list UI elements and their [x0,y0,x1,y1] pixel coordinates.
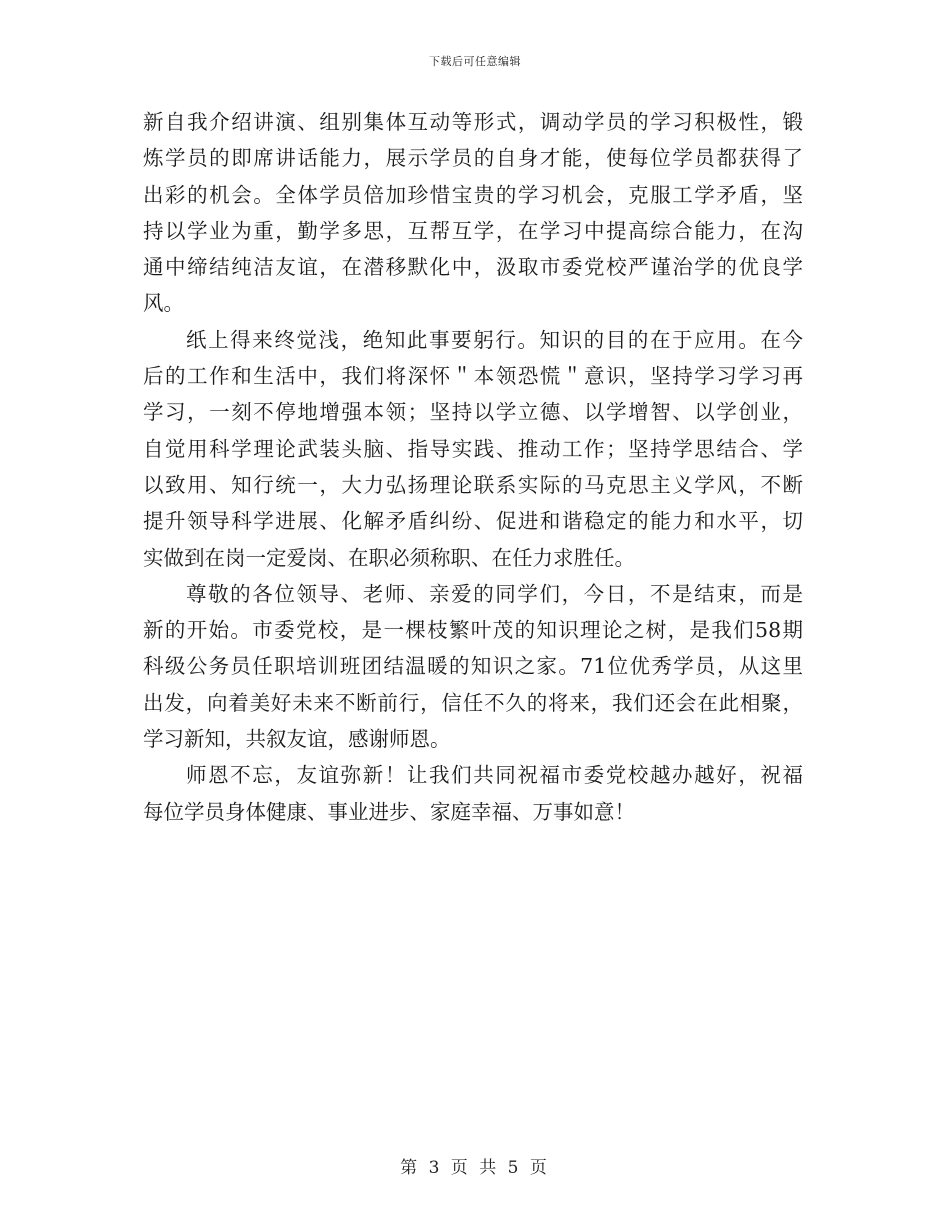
document-body [143,104,803,830]
page-footer-page-number: 第 3 页 共 5 页 [400,1158,550,1178]
paragraph-3-line-3: 科级公务员任职培训班团结温暖的知识之家。71位优秀学员，从这里 [143,654,803,679]
paragraph-3-line-4: 出发，向着美好未来不断前行，信任不久的将来，我们还会在此相聚， [143,690,803,715]
paragraph-1-line-5: 通中缔结纯洁友谊，在潜移默化中，汲取市委党校严谨治学的优良学 [143,255,803,280]
paragraph-1-line-6: 风。 [143,291,184,316]
paragraph-2-line-3: 学习，一刻不停地增强本领；坚持以学立德、以学增智、以学创业， [143,400,803,425]
paragraph-2-line-7: 实做到在岗一定爱岗、在职必须称职、在任力求胜任。 [143,545,635,570]
paragraph-1-line-3: 出彩的机会。全体学员倍加珍惜宝贵的学习机会，克服工学矛盾，坚 [143,182,803,207]
paragraph-3-line-1: 尊敬的各位领导、老师、亲爱的同学们，今日，不是结束，而是 [186,581,803,606]
paragraph-2-line-6: 提升领导科学进展、化解矛盾纠纷、促进和谐稳定的能力和水平，切 [143,509,803,534]
paragraph-1-line-4: 持以学业为重，勤学多思，互帮互学，在学习中提高综合能力，在沟 [143,218,803,243]
paragraph-3-line-5: 学习新知，共叙友谊，感谢师恩。 [143,727,451,752]
paragraph-2-line-1: 纸上得来终觉浅，绝知此事要躬行。知识的目的在于应用。在今 [186,327,803,352]
paragraph-4-line-2: 每位学员身体健康、事业进步、家庭幸福、万事如意！ [143,799,635,824]
paragraph-4-line-1: 师恩不忘，友谊弥新！让我们共同祝福市委党校越办越好，祝福 [186,763,803,788]
page-header: 下载后可任意编辑 [429,55,521,68]
paragraph-3-line-2: 新的开始。市委党校，是一棵枝繁叶茂的知识理论之树，是我们58期 [143,618,803,643]
paragraph-2-line-2: 后的工作和生活中，我们将深怀＂本领恐慌＂意识，坚持学习学习再 [143,364,803,389]
paragraph-2-line-4: 自觉用科学理论武装头脑、指导实践、推动工作；坚持学思结合、学 [143,436,803,461]
paragraph-1-line-1: 新自我介绍讲演、组别集体互动等形式，调动学员的学习积极性，锻 [143,110,803,134]
paragraph-2-line-5: 以致用、知行统一，大力弘扬理论联系实际的马克思主义学风，不断 [143,472,803,497]
paragraph-1-line-2: 炼学员的即席讲话能力，展示学员的自身才能，使每位学员都获得了 [143,146,803,171]
